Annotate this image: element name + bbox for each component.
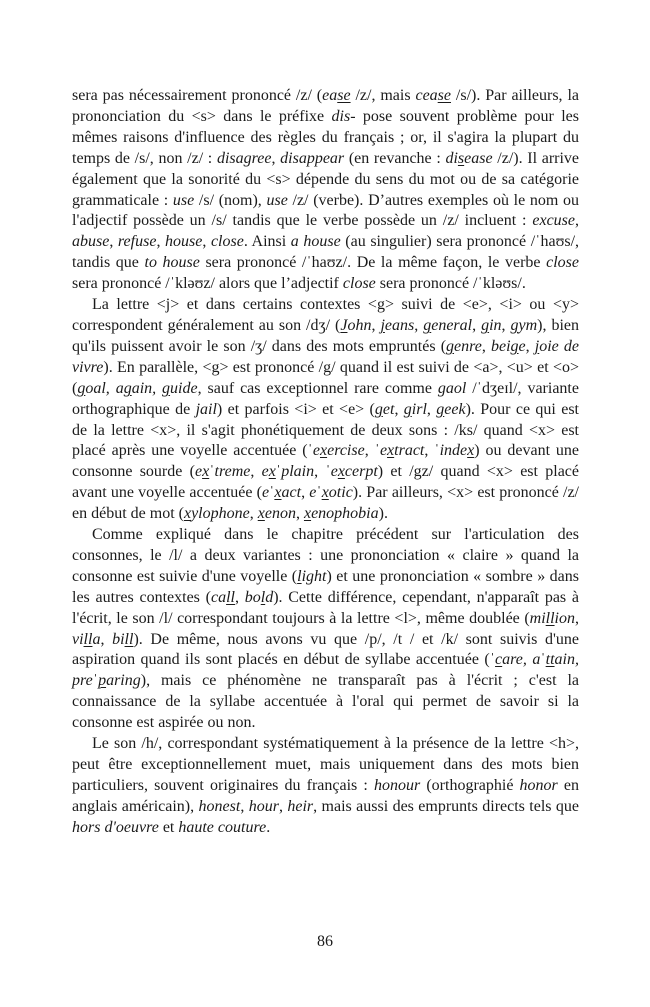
paragraph-l-variants: Comme expliqué dans le chapitre précédent sur l'articulation des consonnes, le /l/ a deux variantes : une prononciation « claire » quand la consonne est suivie d'une voyelle (light) et une prononciation « sombre » dans les autres contextes (call, bold). Cette différence, cependant, n'apparaît pas à l'écrit, le son /l/ correspondant toujours à la lettre <l>, même doublée (million, villa, bill). De même, nous avons vu que /p/, /t / et /k/ sont suivis d'une aspiration quand ils sont placés en début de syllabe accentuée (ˈcare, aˈttain, preˈparing), mais ce phénomène ne transparaît pas à l'écrit ; c'est la connaissance de la syllabe accentuée à l'oral qui permet de savoir si la consonne est aspirée ou non. [72, 526, 580, 732]
paragraph-h-sound: Le son /h/, correspondant systématiquement à la présence de la lettre <h>, peut être exceptionnellement muet, mais uniquement dans des mots bien particuliers, souvent originaires du français : honour (orthographié honor en anglais américain), honest, hour, heir, mais aussi des emprunts directs tels que hors d'oeuvre et haute couture. [72, 735, 580, 836]
body-text [72, 86, 579, 839]
paragraph-letters-j-g-x: La lettre <j> et dans certains contextes <g> suivi de <e>, <i> ou <y> correspondent généralement au son /dʒ/ (John, jeans, general, gin, gym), bien qu'ils puissent avoir le son /ʒ/ dans des mots empruntés (genre, beige, joie de vivre). En parallèle, <g> est prononcé /g/ quand il est suivi de <a>, <u> et <o> (goal, again, guide, sauf cas exceptionnel rare comme gaol /ˈdʒeɪl/, variante orthographique de jail) et parfois <i> et <e> (get, girl, geek). Pour ce qui est de la lettre <x>, il s'agit phonétiquement de deux sons : /ks/ quand <x> est placé après une voyelle accentuée (ˈexercise, ˈextract, ˈindex) ou devant une consonne sourde (exˈtreme, exˈplain, ˈexcerpt) et /gz/ quand <x> est placé avant une voyelle accentuée (eˈxact, eˈxotic). Par ailleurs, <x> est prononcé /z/ en début de mot (xylophone, xenon, xenophobia). [72, 296, 580, 523]
paragraph-continued: sera pas nécessairement prononcé /z/ (ease /z/, mais cease /s/). Par ailleurs, la prononciation du <s> dans le préfixe dis- pose souvent problème pour les mêmes raisons d'influence des règles du français ; or, il s'agira la plupart du temps de /s/, non /z/ : disagree, disappear (en revanche : disease /z/). Il arrive également que la sonorité du <s> dépende du sens du mot ou de sa catégorie grammaticale : use /s/ (nom), use /z/ (verbe). D’autres exemples où le nom ou l'adjectif possède un /s/ tandis que le verbe possède un /z/ incluent : excuse, abuse, refuse, house, close. Ainsi a house (au singulier) sera prononcé /ˈhaʊs/, tandis que to house sera prononcé /ˈhaʊz/. De la même façon, le verbe close sera prononcé /ˈkləʊz/ alors que l’adjectif close sera prononcé /ˈkləʊs/. [72, 87, 580, 293]
page-number: 86 [317, 933, 333, 950]
